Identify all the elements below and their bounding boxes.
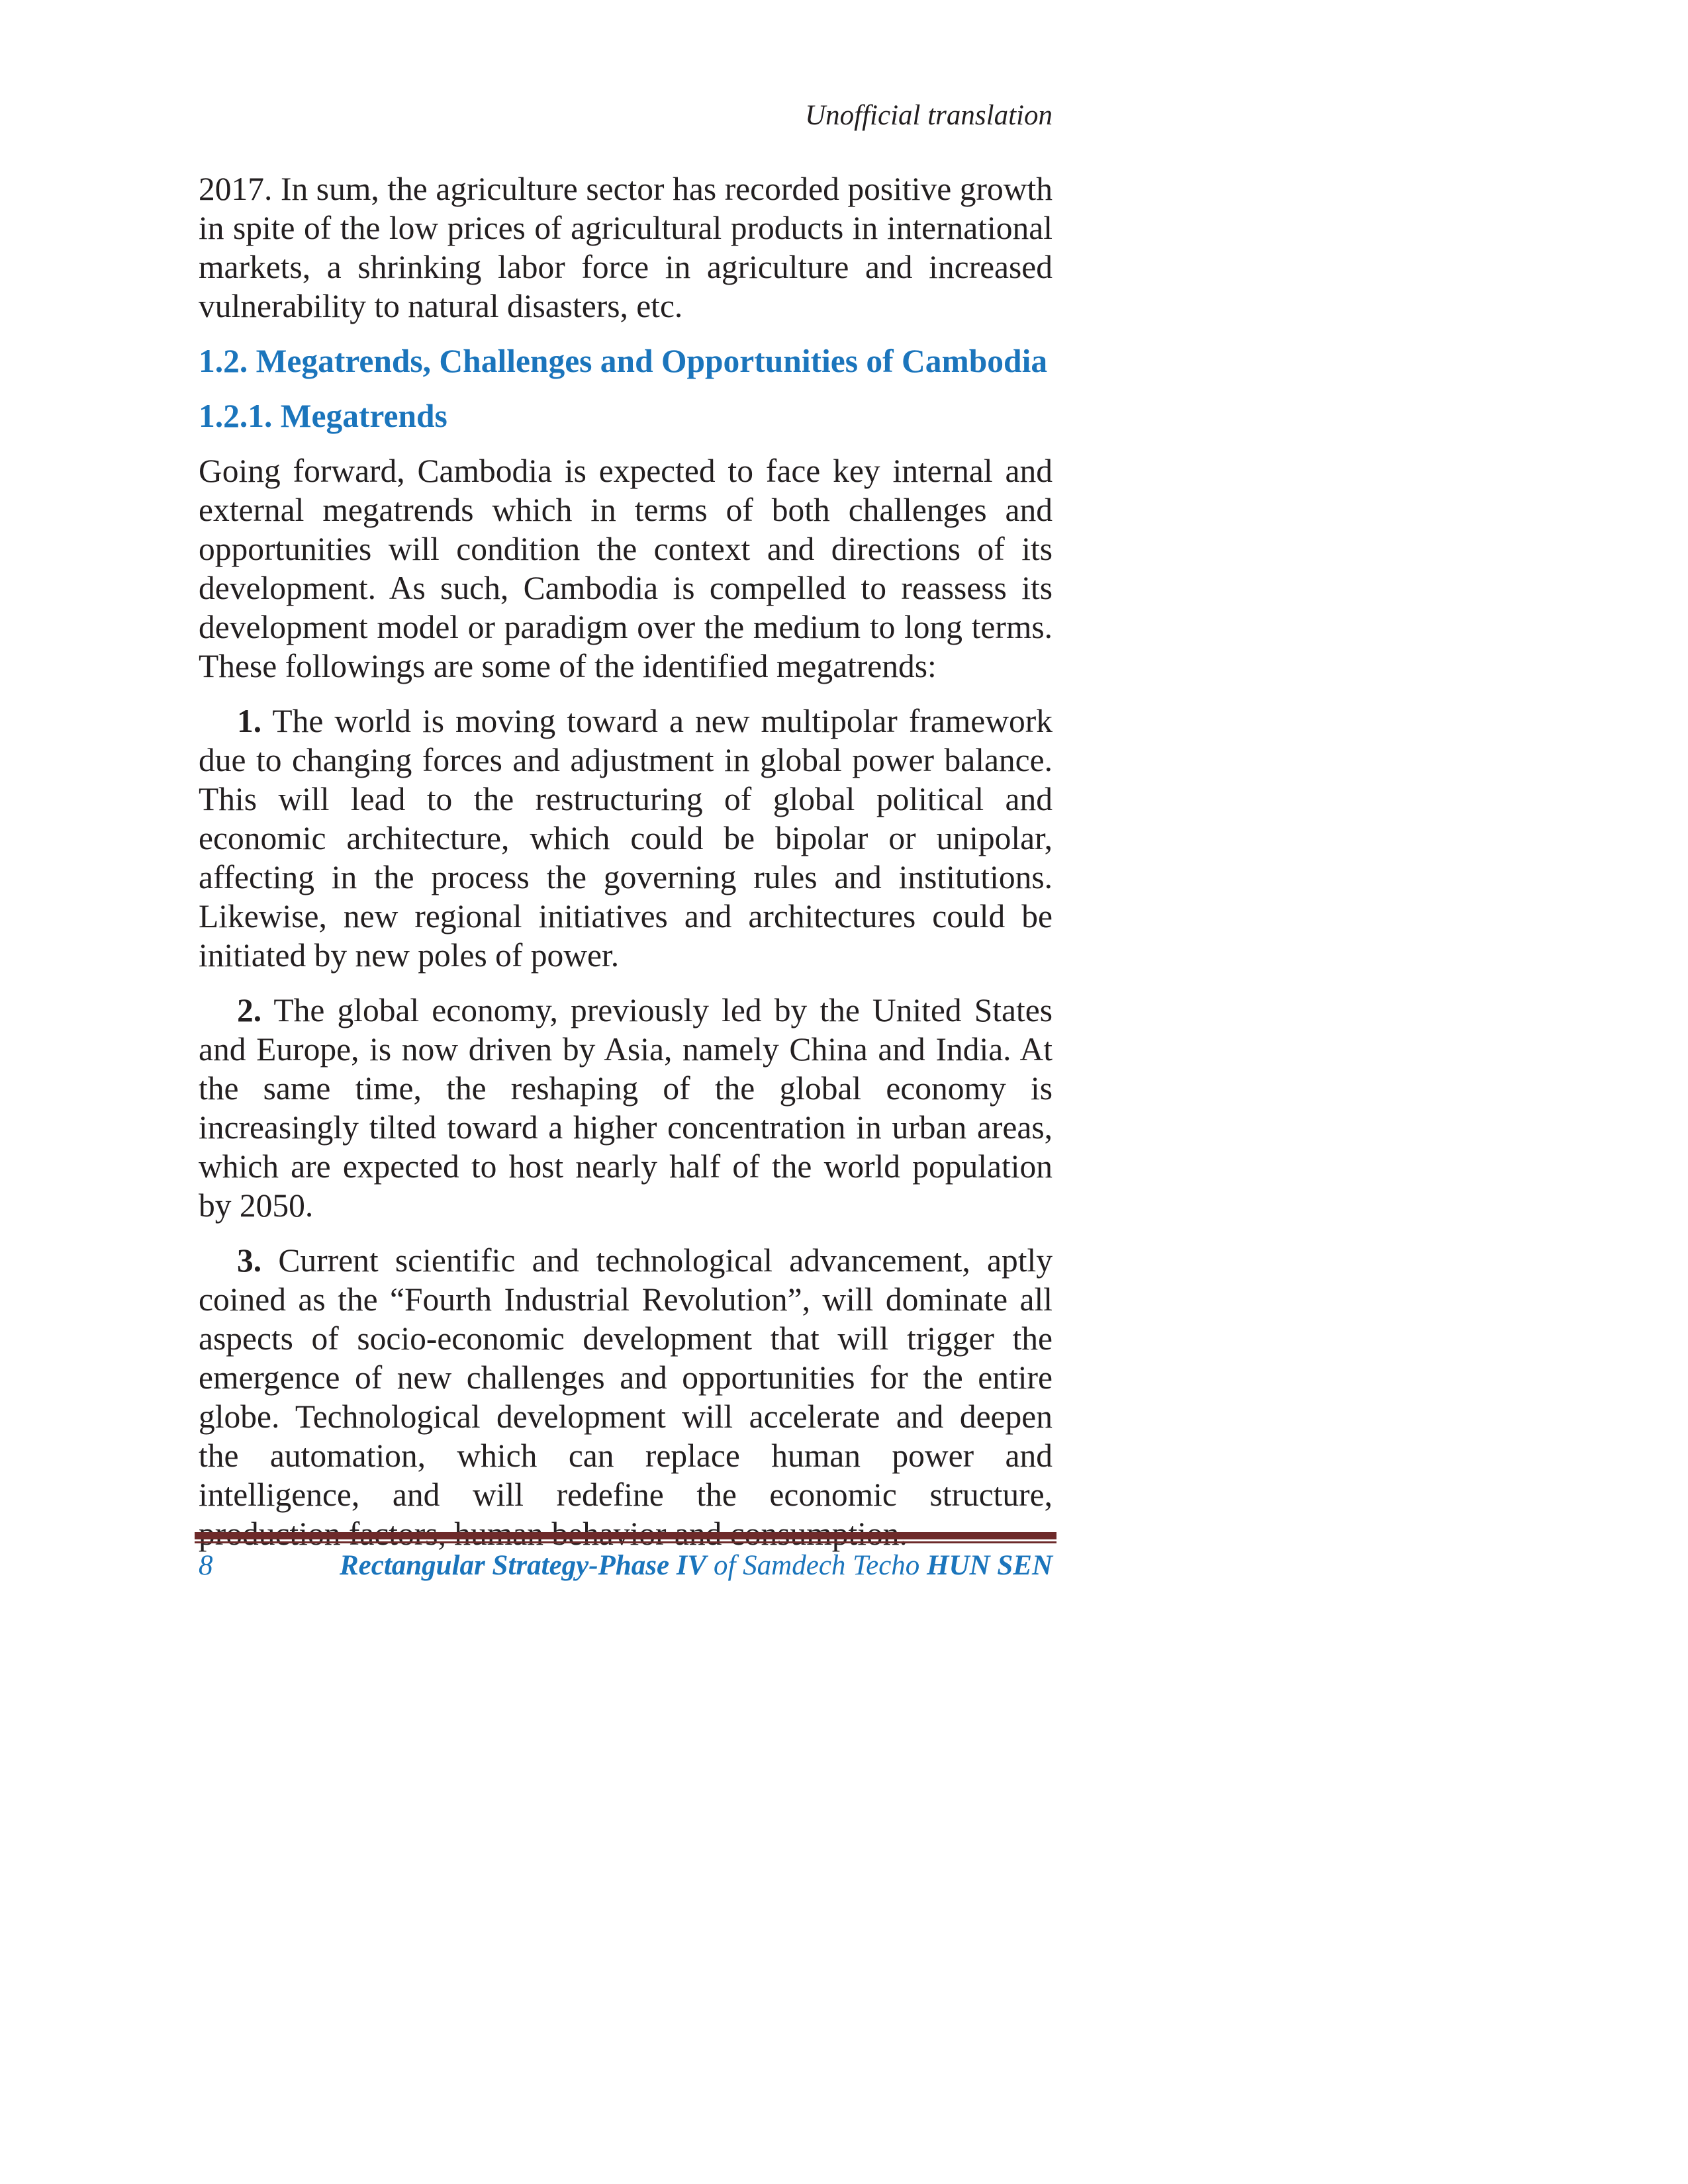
megatrend-number: 2. (237, 992, 262, 1028)
footer-title-middle: of Samdech Techo (706, 1550, 927, 1581)
footer-title (340, 1546, 1053, 1586)
megatrend-item-1 (199, 702, 1053, 975)
section-heading: 1.2. Megatrends, Challenges and Opportunities of Cambodia (199, 343, 1048, 379)
footer-rule-thin (195, 1541, 1056, 1543)
page-number: 8 (199, 1550, 213, 1581)
megatrend-text: The global economy, previously led by the United States and Europe, is now driven by Asia, namely China and India. At the same time, the reshaping of the global economy is increasingly tilted toward a higher concentration in urban areas, which are expected to host nearly half of the world population by 2050. (199, 992, 1053, 1224)
megatrend-number: 3. (237, 1242, 262, 1279)
document-page (199, 0, 1053, 2184)
running-head: Unofficial translation (805, 100, 1053, 131)
footer-title-bold: Rectangular Strategy-Phase IV (339, 1550, 707, 1581)
footer-rule-thick (195, 1532, 1056, 1539)
body-text (199, 169, 1053, 1569)
subsection-heading: 1.2.1. Megatrends (199, 398, 447, 434)
lead-paragraph: Going forward, Cambodia is expected to face key internal and external megatrends which in terms of both challenges and opportunities will condition the context and directions of its development. As such, Cambodia is compelled to reassess its development model or paradigm over the medium to long terms. These followings are some of the identified megatrends: (199, 453, 1053, 684)
intro-paragraph: 2017. In sum, the agriculture sector has recorded positive growth in spite of the low prices of agricultural products in international markets, a shrinking labor force in agriculture and increased vulnerability to natural disasters, etc. (199, 171, 1053, 324)
footer-title-name: HUN SEN (927, 1550, 1053, 1581)
megatrend-item-3 (199, 1241, 1053, 1553)
page-footer (199, 1546, 1053, 1586)
megatrend-text: The world is moving toward a new multipolar framework due to changing forces and adjustment in global power balance. This will lead to the restructuring of global political and economic architecture, which could be bipolar or unipolar, affecting in the process the governing rules and institutions. Likewise, new regional initiatives and architectures could be initiated by new poles of power. (199, 703, 1053, 974)
megatrend-item-2 (199, 991, 1053, 1225)
megatrend-text: Current scientific and technological advancement, aptly coined as the “Fourth Industrial Revolution”, will dominate all aspects of socio-economic development that will trigger the emergence of new challenges and opportunities for the entire globe. Technological development will accelerate and deepen the automation, which can replace human power and intelligence, and will redefine the economic structure, (199, 1242, 1053, 1513)
megatrend-number: 1. (237, 703, 262, 739)
